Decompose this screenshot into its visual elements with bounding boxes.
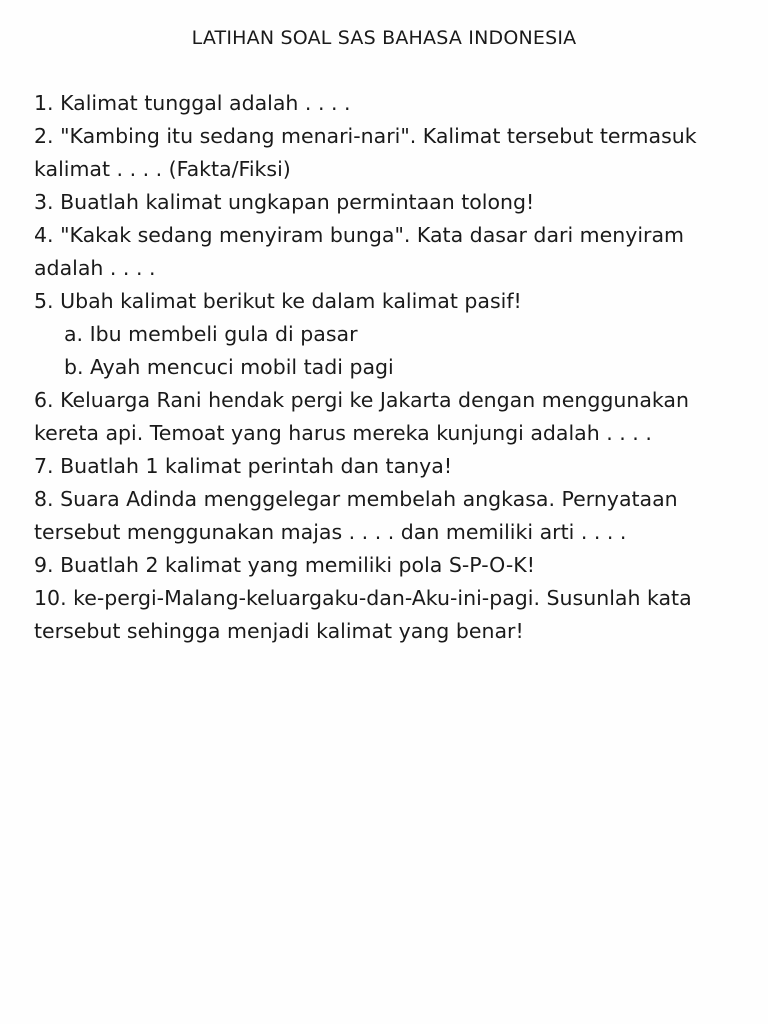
question-10-line-1: 10. ke-pergi-Malang-keluargaku-dan-Aku-ini-pagi. Susunlah kata — [34, 586, 692, 610]
document-title: LATIHAN SOAL SAS BAHASA INDONESIA — [191, 27, 577, 49]
question-7: 7. Buatlah 1 kalimat perintah dan tanya! — [34, 454, 453, 478]
question-4-line-1: 4. "Kakak sedang menyiram bunga". Kata dasar dari menyiram — [34, 223, 685, 247]
question-2-line-2: kalimat . . . . (Fakta/Fiksi) — [34, 157, 291, 181]
question-2-line-1: 2. "Kambing itu sedang menari-nari". Kalimat tersebut termasuk — [34, 124, 697, 148]
question-5-item-a: a. Ibu membeli gula di pasar — [64, 322, 358, 346]
question-list — [34, 87, 734, 648]
question-8-line-2: tersebut menggunakan majas . . . . dan memiliki arti . . . . — [34, 520, 627, 544]
question-1: 1. Kalimat tunggal adalah . . . . — [34, 91, 351, 115]
question-9: 9. Buatlah 2 kalimat yang memiliki pola S-P-O-K! — [34, 553, 535, 577]
question-5-item-b: b. Ayah mencuci mobil tadi pagi — [64, 355, 394, 379]
question-3: 3. Buatlah kalimat ungkapan permintaan tolong! — [34, 190, 535, 214]
question-6-line-2: kereta api. Temoat yang harus mereka kunjungi adalah . . . . — [34, 421, 652, 445]
question-6-line-1: 6. Keluarga Rani hendak pergi ke Jakarta dengan menggunakan — [34, 388, 689, 412]
question-4-line-2: adalah . . . . — [34, 256, 156, 280]
question-8-line-1: 8. Suara Adinda menggelegar membelah angkasa. Pernyataan — [34, 487, 678, 511]
question-5: 5. Ubah kalimat berikut ke dalam kalimat pasif! — [34, 289, 522, 313]
question-10-line-2: tersebut sehingga menjadi kalimat yang benar! — [34, 619, 524, 643]
